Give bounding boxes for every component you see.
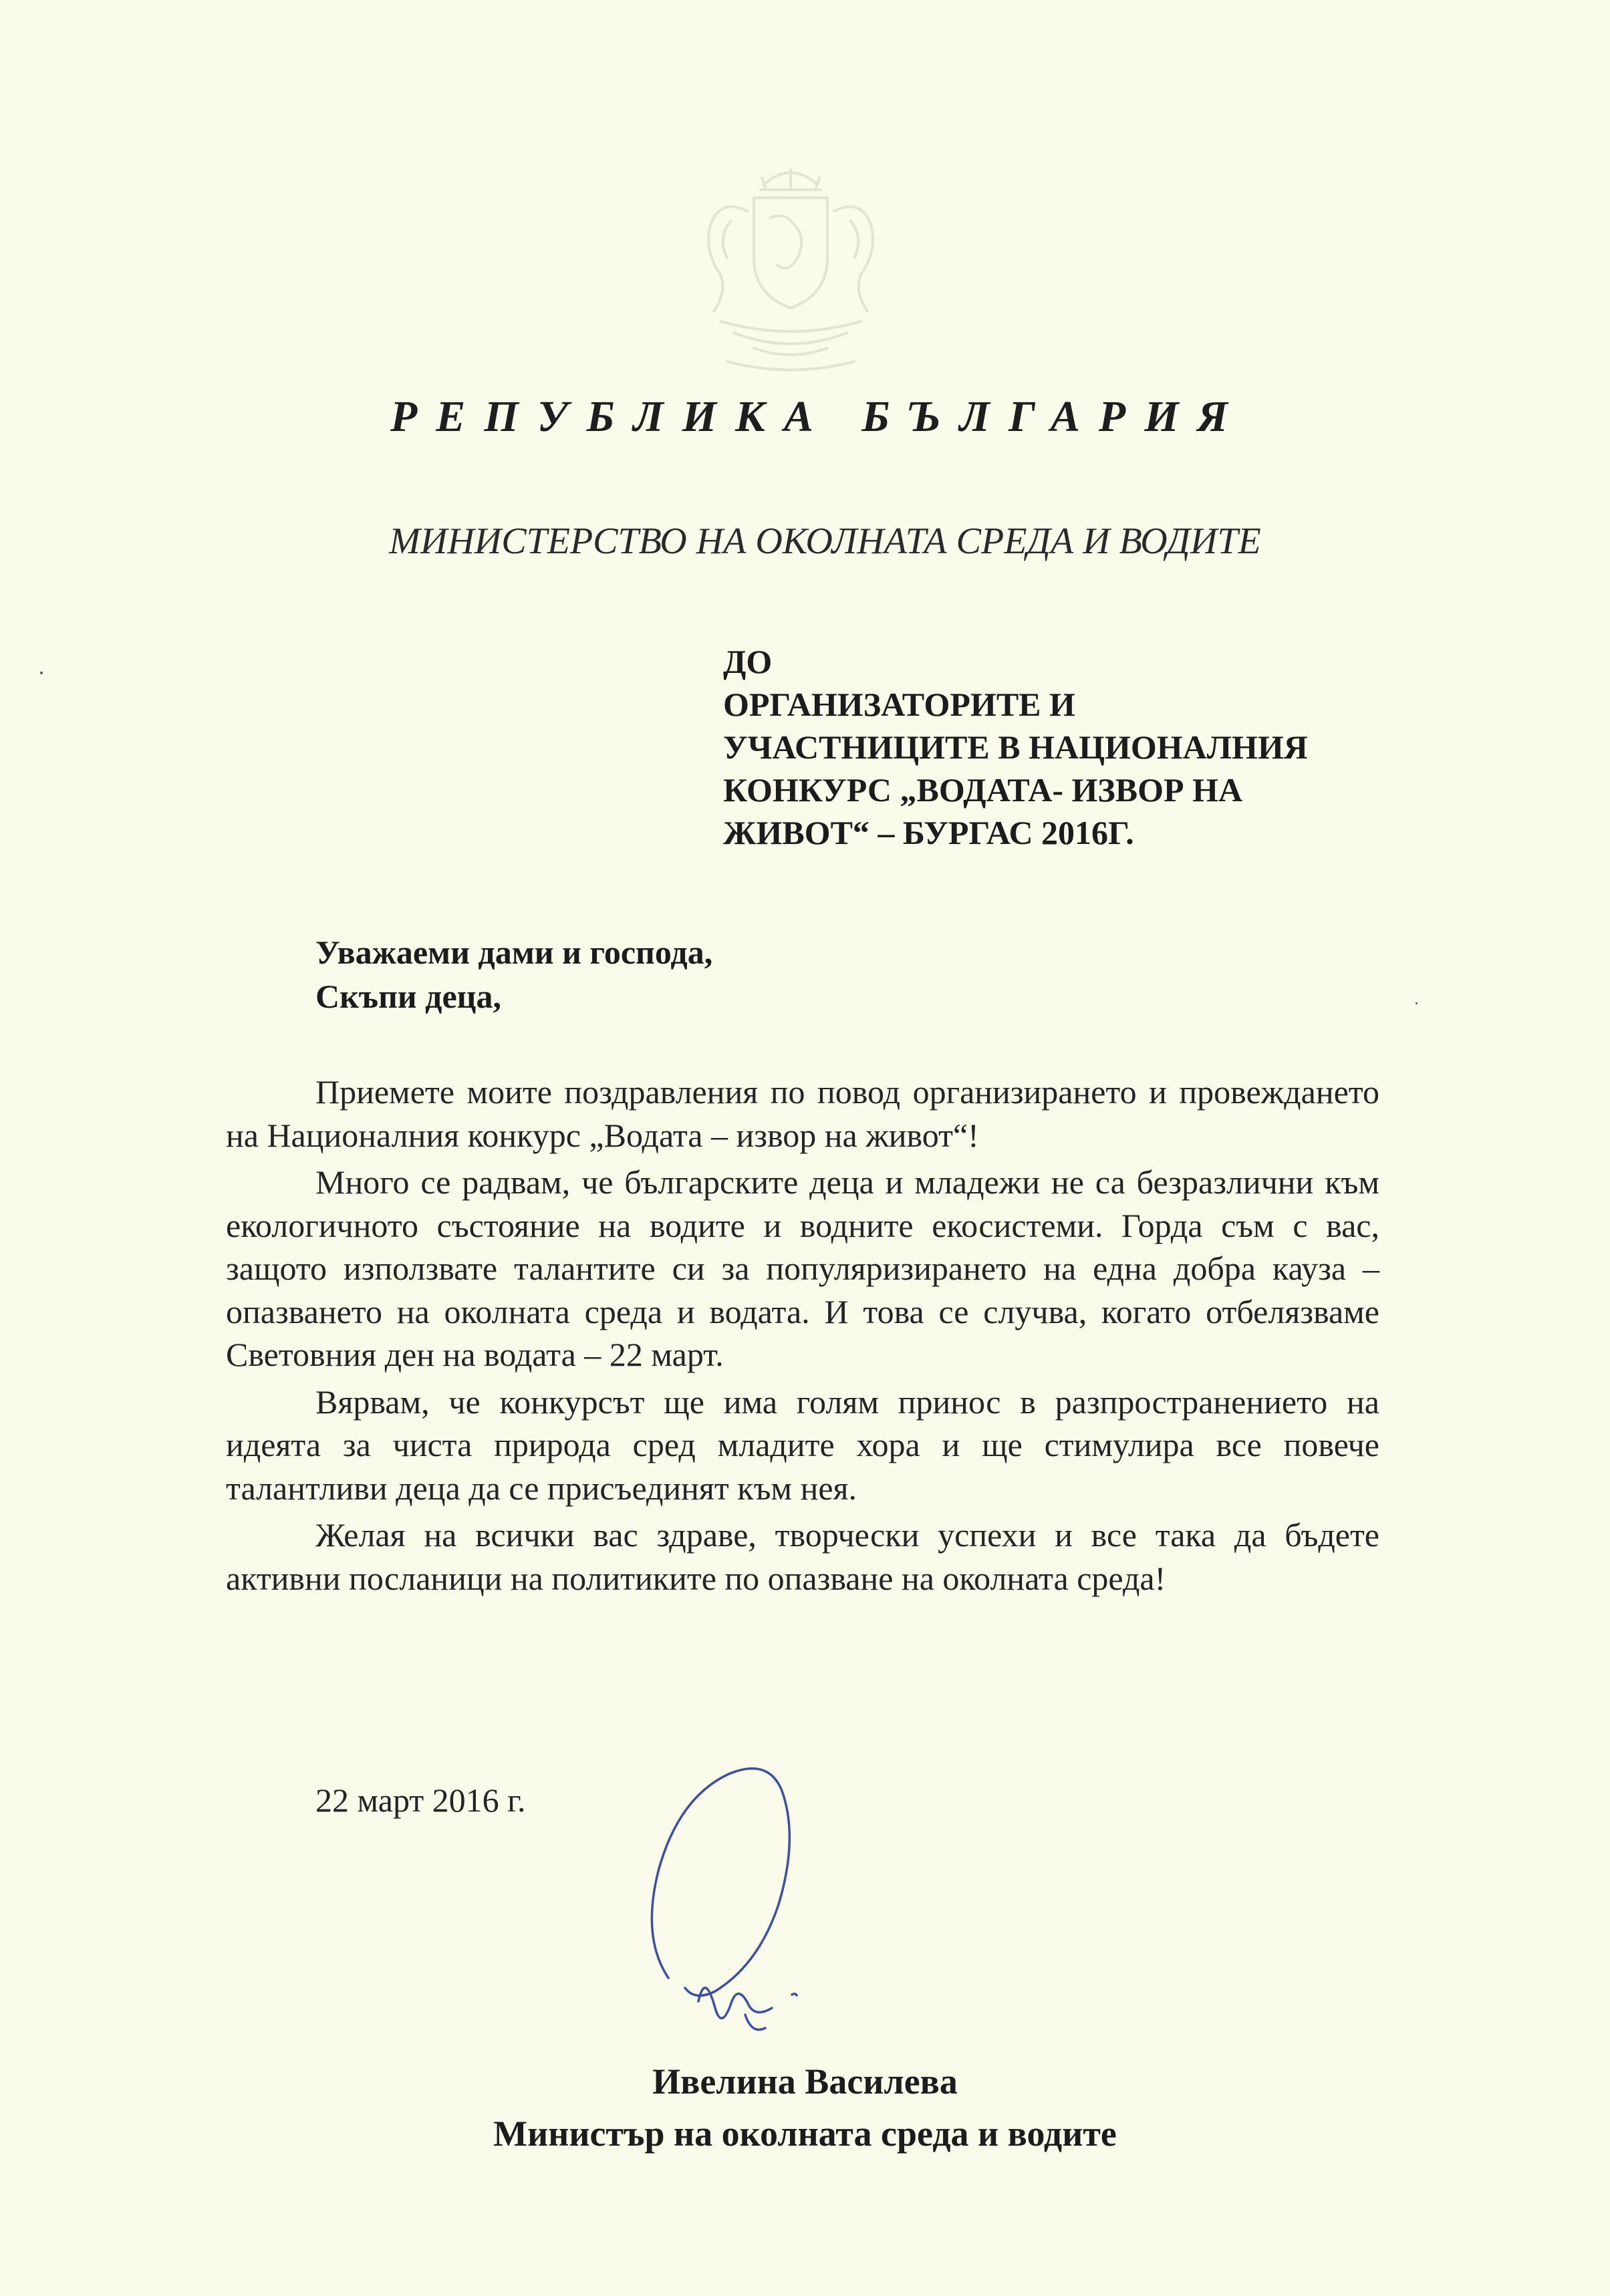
letter-body [226,1070,1379,1604]
country-heading: РЕПУБЛИКА БЪЛГАРИЯ [390,392,1246,441]
scan-speck [40,672,43,674]
signer-title: Министър на околната среда и водите [493,2114,1117,2154]
addressee-line: ЖИВОТ“ – БУРГАС 2016Г. [723,814,1134,851]
salutation-line-1: Уважаеми дами и господа, [315,934,713,971]
addressee-block [723,640,1391,854]
handwritten-signature-icon [615,1737,896,2051]
body-paragraph: Много се радвам, че българските деца и младежи не са безразлични към екологичното състояние на водите и водните екосистеми. Горда съм с вас, защото използвате талантите си за популяризирането на една добра кауза – опазването на околната среда и водата. И това се случва, когато отбелязваме Световния ден на водата – 22 март. [226,1163,1379,1373]
addressee-line: ОРГАНИЗАТОРИТЕ И [723,686,1075,723]
salutation [315,930,712,1018]
signer-block [0,2055,1610,2160]
body-paragraph: Приемете моите поздравления по повод организирането и провеждането на Националния конкурс „Водата – извор на живот“! [226,1073,1379,1154]
letter-date: 22 март 2016 г. [315,1781,526,1819]
body-paragraph: Желая на всички вас здраве, творчески успехи и все така да бъдете активни посланици на политиките по опазване на околната среда! [226,1516,1379,1597]
scan-speck [1416,1002,1418,1004]
coat-of-arms-emblem-icon [647,158,934,385]
body-paragraph: Вярвам, че конкурсът ще има голям принос в разпространението на идеята за чиста природа сред младите хора и ще стимулира все повече талантливи деца да се присъединят към нея. [226,1383,1379,1507]
addressee-line: ДО [723,643,773,680]
ministry-heading: МИНИСТЕРСТВО НА ОКОЛНАТА СРЕДА И ВОДИТЕ [389,521,1261,562]
addressee-line: КОНКУРС „ВОДАТА- ИЗВОР НА [723,771,1243,809]
salutation-line-2: Скъпи деца, [315,978,501,1015]
signer-name: Ивелина Василева [652,2061,958,2102]
addressee-line: УЧАСТНИЦИТЕ В НАЦИОНАЛНИЯ [723,728,1308,766]
